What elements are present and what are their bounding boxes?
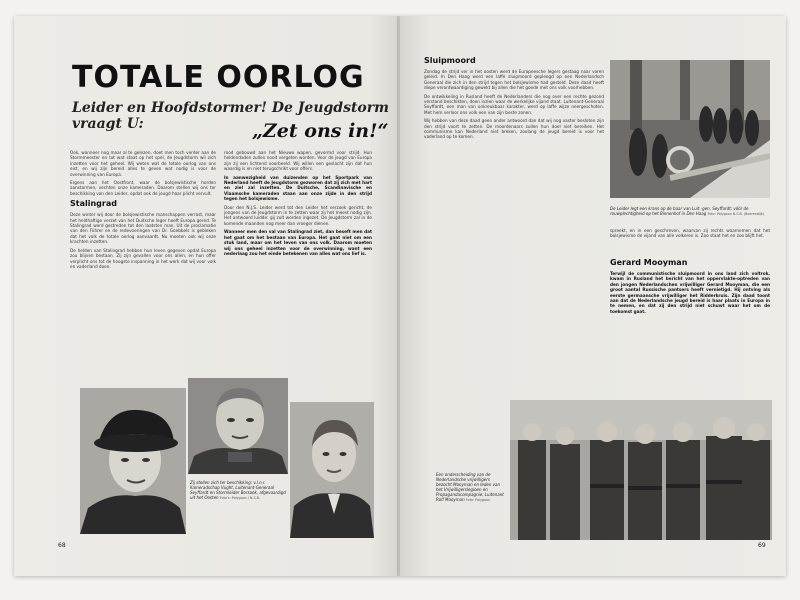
intro-paragraph-2: Ergens aan het Oostfront, waar de bolsjewistische horden aanstormen, vechten onze kameraden. Daarom stellen wij ons ter beschikking van den Leider, opdat ook de jeugd haar plicht vervult.	[70, 180, 216, 196]
wreath-ceremony-image	[610, 60, 770, 198]
magazine-spread	[14, 16, 786, 576]
portrait-general-photo	[188, 378, 288, 474]
wreath-caption	[610, 206, 770, 217]
soldiers-caption-credit: Foto: Polygoon	[465, 498, 491, 502]
section-heading-sluipmoord: Sluipmoord	[424, 56, 476, 65]
right-page	[400, 16, 786, 576]
portrait-girl-photo	[80, 388, 186, 534]
section-heading-mooyman: Gerard Mooyman	[610, 258, 688, 267]
sluipmoord-paragraph-3: Wij hebben van deze daad geen ander antwoord dan dat wij nog vaster besloten zijn den strijd voort te zetten. De moordenaars zullen hun doel niet bereiken. Het communisme kan Nederland niet breken, zoolang de jeugd bereid is voor het vaderland op te komen.	[424, 118, 604, 140]
portrait-girl-image	[80, 388, 186, 534]
right-column-2-text	[610, 228, 770, 254]
portraits-caption	[190, 480, 286, 501]
mooyman-section	[610, 256, 770, 366]
portrait-man-photo	[290, 402, 374, 538]
wreath-ceremony-photo	[610, 60, 770, 198]
wreath-caption-text: De Leider legt een krans op de baar van Luit.-gen. Seyffardt; vóór de rouwplechtigheid op het Binnenhof in Den Haag	[610, 206, 749, 216]
soldiers-group-image	[510, 400, 772, 540]
portraits-caption-credit: Foto's: Polygoon / N.S.B.	[219, 496, 260, 500]
col2-bold-paragraph-2: Wanneer men den val van Stalingrad ziet, dan beseft men dat het gaat om het bestaan van Europa. Het gaat niet om een stuk land, maar om het leven van ons volk. Daarom moeten wij ons geheel inzetten voor de overwinning, want een nederlaag zou het einde betekenen van alles wat ons lief is.	[224, 229, 372, 256]
left-column-2	[224, 150, 372, 365]
stalingrad-paragraph: Deze winter wij door de bolsjewistische manschappen verrast, maar het heldhaftige verzet van het Duitsche leger heeft Europa gered. Te Stalingrad werd gestreden tot den laatsten man. Uit de proclamatie van den Führer en de redevoeringen van Dr. Goebbels is gebleken dat het volk de totale oorlog aanvaardt. Nu moeten ook wij onze krachten inzetten.	[70, 212, 216, 245]
intro-paragraph: Ook, wanneer nog maar al te gelezen, doet men toch verder aan de Stormmeester en tot wat staat op het spel, de Jeugdstorm wil zich inzetten voor het geheel. Wij weten wat de totale oorlog van ons eist, en wij zijn bereid alles te geven wat nodig is voor de overwinning van Europa.	[70, 150, 216, 177]
soldiers-caption-text: Een onderscheiding van de Nederlandsche vrijwilligers bezocht Mooyman en leden van het Vrijwilligerslegioen en Propagandacompagnie; Luitenant Rolf Mooyman	[436, 472, 504, 502]
portrait-general-image	[188, 378, 288, 474]
left-page	[14, 16, 400, 576]
sluipmoord-paragraph: Zondag de strijd ver in het oosten werd de Europeesche legers gestaag naar voren geleid. In Den Haag werd een laffe sluipmoord gepleegd op een Nederlandsch Generaal die zich in den strijd tegen het bolsjewisme had gesteld. Deze daad heeft diepe verontwaardiging gewekt bij allen die het goede met ons volk voorhebben.	[424, 69, 604, 91]
stalingrad-paragraph-2: De helden van Stalingrad hebben hun leven gegeven opdat Europa zou blijven bestaan. Zij zijn gevallen voor ons allen, en hun offer verplicht ons tot de hoogste inspanning in het werk dat wij voor volk en vaderland doen.	[70, 247, 216, 269]
col2-paragraph: rood gebouwd aan het Nieuwe wapen, gevormd voor strijd. Hun heldendaden zullen nooit vergeten worden. Voor de jeugd van Europa zijn zij een lichtend voorbeeld. Wij willen een geslacht zijn dat hun waardig is en niet terugschrikt voor offers.	[224, 150, 372, 172]
page-number-left: 68	[58, 542, 66, 549]
mooyman-paragraph: Terwijl de communistische sluipmoord in ons land zich voltrok, kwam in Rusland het bericht van het oppervlakte-optreden van den jongen Nederlandschen vrijwilliger Gerard Mooyman, die een groot aantal Russische pantsers heeft vernietigd. Hij ontving als eerste germaansche vrijwilliger het Ridderkruis. Zijn daad toont aan dat de Nederlandsche jeugd bereid is haar plaats in Europa in te nemen, en dat zij den strijd niet schuwt waar het om de toekomst gaat.	[610, 271, 770, 314]
page-number-right: 69	[758, 542, 766, 549]
col4-paragraph: spreekt, en in een geschreven, waarvan zij rechts waarnemen dat het bolsjewisme de vijand van alle volkeren is. Zoo staat het en zoo blijft het.	[610, 228, 770, 239]
subtitle-line: Leider en Hoofdstormer! De Jeugdstorm vraagt U:	[72, 100, 389, 132]
slogan: „Zet ons in!“	[252, 120, 389, 142]
page-title: TOTALE OORLOG	[72, 60, 365, 95]
col2-paragraph-2: Door den N.J.S. Leider werd tot den Leider het verzoek gericht, de jongens van de Jeugdstorm in te zetten waar zij het meest nodig zijn. Het antwoord luidde: gij zult worden ingezet. De Jeugdstorm zal in de komende maanden nog meer dan vroeger dienen.	[224, 204, 372, 226]
right-column-1	[424, 54, 604, 356]
soldiers-caption	[436, 472, 506, 503]
section-heading-stalingrad: Stalingrad	[70, 199, 117, 209]
left-column-1	[70, 150, 216, 346]
wreath-caption-credit: Foto: Polygoon N.S.B. (Boerendijk)	[707, 212, 764, 216]
portraits-caption-text: Zij stellen zich ter beschikking: v.l.n.r. Kameradschap Vught, Luitenant-Generaal Seyffardt en Stormleider Borsook, afgevaardigd uit het Oosten	[190, 480, 286, 500]
soldiers-group-photo	[510, 400, 772, 540]
portrait-man-image	[290, 402, 374, 538]
col2-bold-paragraph: In aanwezigheid van duizenden op het Sportpark van Nederland heeft de Jeugdstorm gezworen dat zij zich met hart en ziel zal inzetten. De Duitsche, Scandinavische en Vlaamsche kameraden staan aan onze zijde in den strijd tegen het bolsjewisme.	[224, 174, 372, 202]
sluipmoord-paragraph-2: De ontwikkeling in Rusland heeft de Nederlanders die nog over een rechte gezond verstand beschikten, doen inzien waar de werkelijke vijand staat. Luitenant-Generaal Seyffardt, een man van onkreukbaar karakter, werd op laffe wijze neergeschoten. Met hem verloor ons volk een van zijn beste zonen.	[424, 93, 604, 115]
